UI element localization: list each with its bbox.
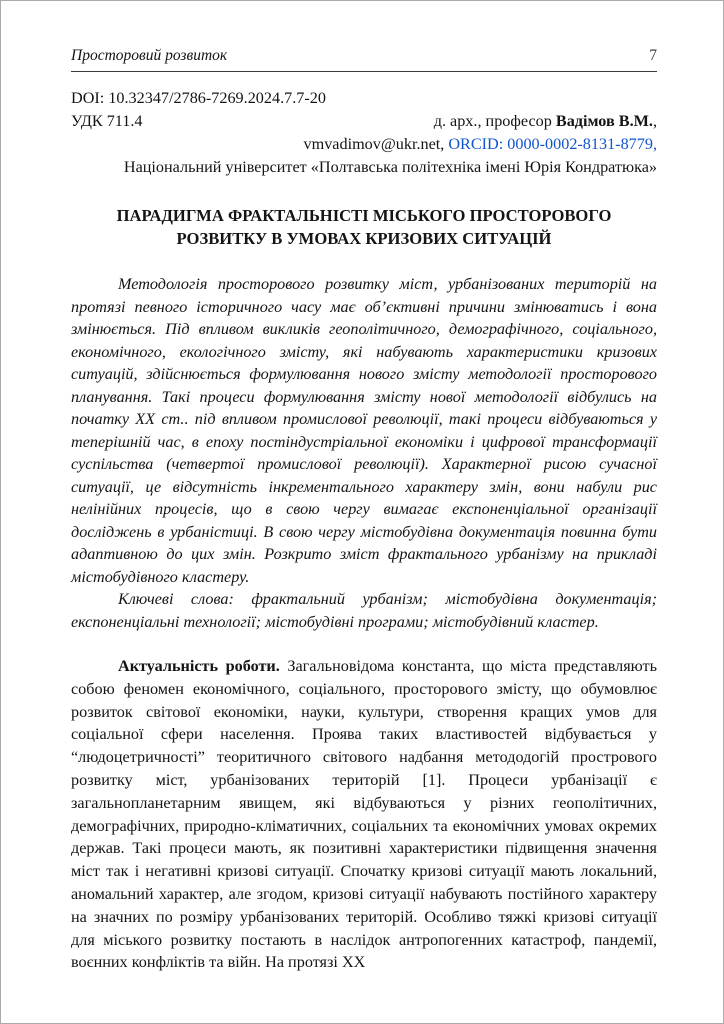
title-line-2: РОЗВИТКУ В УМОВАХ КРИЗОВИХ СИТУАЦІЙ	[176, 229, 552, 248]
doi-line: DOI: 10.32347/2786-7269.2024.7.7-20	[71, 89, 326, 107]
keywords-paragraph	[71, 588, 657, 633]
affiliation-line: Національний університет «Полтавська політехніка імені Юрія Кондратюка»	[123, 158, 657, 176]
article-meta	[71, 87, 657, 179]
body-paragraph	[71, 655, 657, 974]
keywords-text: фрактальний урбанізм; містобудівна документація; експоненціальні технології; містобудівні програми; містобудівний кластер.	[71, 590, 657, 631]
udc-code: УДК 711.4	[71, 112, 143, 130]
author-name: Вадімов В.М.	[555, 112, 653, 130]
abstract-paragraph: Методологія просторового розвитку міст, урбанізованих територій на протязі певного історичного часу має об’єктивні причини змінюватись і вона змінюється. Під впливом викликів геополітичного, демографічного, соціального, економічного, екологічного змісту, які набувають характеристики кризових ситуацій, здійснюється формулювання нового змісту методології просторового планування. Такі процеси формулювання змісту нової методології відбулись на початку XX ст.. під впливом промислової революції, такі процеси відбуваються у теперішній час, в епоху постіндустріальної економіки і цифрової трансформації суспільства (четвертої промислової революції). Характерної рисою сучасної ситуації, це відсутність інкрементального характеру змін, вони набули рис нелінійних процесів, що в свою чергу вимагає експоненціальної організації досліджень в урбаністиці. В свою чергу містобудівна документація повинна бути адаптивною до цих змін. Розкрито зміст фрактального урбанізму на прикладі містобудівного кластеру.	[71, 275, 657, 586]
udc-author-row	[71, 110, 657, 133]
body-text: Загальновідома константа, що міста представляють собою феномен економічного, соціального, просторового змісту, що обумовлює розвиток світової економіки, науки, культури, створення кращих умов для соціальної сфери населення. Проява таких властивостей відбувається у “людоцетричності” теоритичного світового надбання метододогій прострового розвитку міст, урбанізованих територій [1]. Процеси урбанізації є загальнопланетарним явищем, які відбуваються у різних геополітичних, демографічних, природно-кліматичних, соціальних та економічних умовах окремих держав. Такі процеси мають, як позитивні характеристики підвищення значення міст так і негативні кризові ситуації. Спочатку кризові ситуації мають локальний, аномальний характер, але згодом, кризові ситуації набувають постійного характеру на значних по розміру урбанізованих територій. Особливо тяжкі кризові ситуації для міського розвитку постають в наслідок антропогенних катастроф, пандемії, воєнних конфліктів та війн. На протязі XX	[71, 657, 657, 972]
keywords-label: Ключеві слова:	[118, 590, 234, 608]
article-title	[71, 204, 657, 250]
header-divider	[71, 71, 657, 72]
orcid-link[interactable]: ORCID: 0000-0002-8131-8779,	[448, 135, 657, 153]
running-header	[71, 47, 657, 65]
author-email: vmvadimov@ukr.net,	[303, 135, 449, 153]
page-number: 7	[649, 47, 657, 64]
author-degree: д. арх., професор	[433, 112, 556, 130]
title-line-1: ПАРАДИГМА ФРАКТАЛЬНІСТІ МІСЬКОГО ПРОСТОРОВОГО	[116, 206, 612, 225]
author-line	[434, 110, 657, 133]
contact-line	[71, 133, 657, 156]
section-lead: Актуальність роботи.	[118, 657, 280, 675]
journal-name: Просторовий розвиток	[71, 47, 228, 64]
author-comma: ,	[652, 112, 657, 130]
